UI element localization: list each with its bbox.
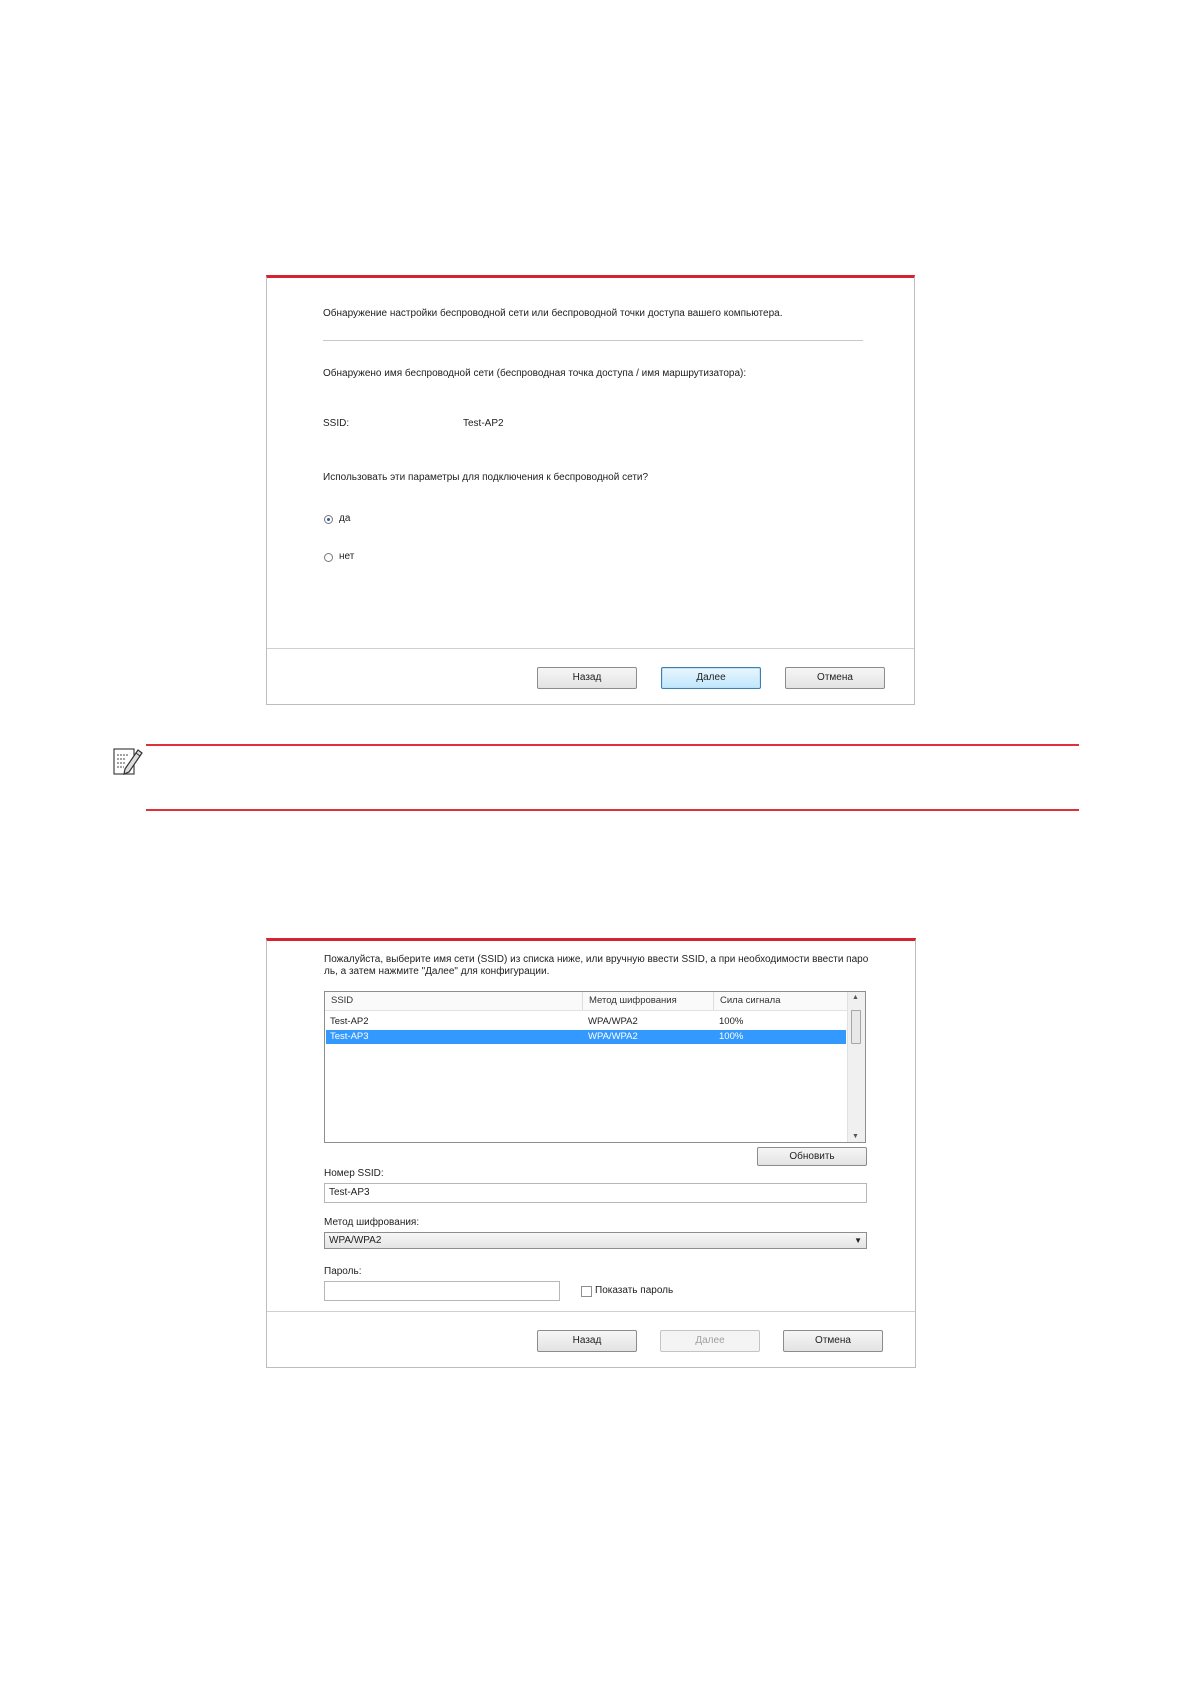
list-scrollbar[interactable] (847, 992, 865, 1142)
show-password-checkbox[interactable] (581, 1286, 592, 1297)
dialog-heading: Обнаружение настройки беспроводной сети или беспроводной точки доступа вашего компьютера. (323, 308, 783, 319)
back-button[interactable]: Назад (537, 667, 637, 689)
list-row-test-ap2[interactable] (326, 1015, 846, 1029)
encryption-label: Метод шифрования: (324, 1217, 420, 1228)
row-method: WPA/WPA2 (588, 1016, 638, 1027)
ssid-input[interactable]: Test-AP3 (324, 1183, 867, 1203)
column-signal[interactable]: Сила сигнала (714, 992, 848, 1010)
refresh-button[interactable]: Обновить (757, 1147, 867, 1166)
wireless-detect-dialog (266, 275, 915, 705)
ssid-value: Test-AP2 (463, 418, 504, 429)
next-button[interactable]: Далее (660, 1330, 760, 1352)
footer-divider (267, 1311, 915, 1312)
instruction-line-2: ль, а затем нажмите "Далее" для конфигурации. (324, 966, 550, 977)
detected-network-label: Обнаружено имя беспроводной сети (беспроводная точка доступа / имя маршрутизатора): (323, 368, 747, 379)
divider (323, 340, 863, 341)
row-method: WPA/WPA2 (588, 1031, 638, 1042)
show-password-label[interactable]: Показать пароль (595, 1285, 674, 1296)
cancel-button[interactable]: Отмена (783, 1330, 883, 1352)
row-signal: 100% (719, 1016, 744, 1027)
ssid-list[interactable] (324, 991, 866, 1143)
ssid-field-label: Номер SSID: (324, 1168, 384, 1179)
password-input[interactable] (324, 1281, 560, 1301)
encryption-select[interactable] (324, 1232, 867, 1249)
encryption-selected: WPA/WPA2 (329, 1235, 382, 1246)
column-encryption[interactable]: Метод шифрования (583, 992, 714, 1010)
chevron-down-icon: ▼ (854, 1236, 862, 1245)
radio-yes-label[interactable]: да (339, 513, 351, 524)
cancel-button[interactable]: Отмена (785, 667, 885, 689)
scroll-up-icon[interactable]: ▲ (852, 994, 859, 1001)
footer-divider (267, 648, 914, 649)
radio-no[interactable] (324, 553, 333, 562)
scroll-down-icon[interactable]: ▼ (852, 1133, 859, 1140)
radio-no-label[interactable]: нет (339, 551, 355, 562)
row-ssid: Test-AP3 (330, 1031, 369, 1042)
list-row-test-ap3[interactable] (326, 1030, 846, 1044)
note-bottom-line (146, 809, 1079, 811)
row-signal: 100% (719, 1031, 744, 1042)
ssid-label: SSID: (323, 418, 350, 429)
note-top-line (146, 744, 1079, 746)
network-select-dialog (266, 938, 916, 1368)
scroll-thumb[interactable] (851, 1010, 861, 1044)
note-pencil-icon (113, 745, 143, 777)
next-button[interactable]: Далее (661, 667, 761, 689)
use-settings-question: Использовать эти параметры для подключения к беспроводной сети? (323, 472, 649, 483)
radio-yes[interactable] (324, 515, 333, 524)
password-label: Пароль: (324, 1266, 362, 1277)
back-button[interactable]: Назад (537, 1330, 637, 1352)
column-ssid[interactable]: SSID (325, 992, 583, 1010)
row-ssid: Test-AP2 (330, 1016, 369, 1027)
instruction-line-1: Пожалуйста, выберите имя сети (SSID) из списка ниже, или вручную ввести SSID, а при необходимости ввести паро (324, 954, 869, 965)
